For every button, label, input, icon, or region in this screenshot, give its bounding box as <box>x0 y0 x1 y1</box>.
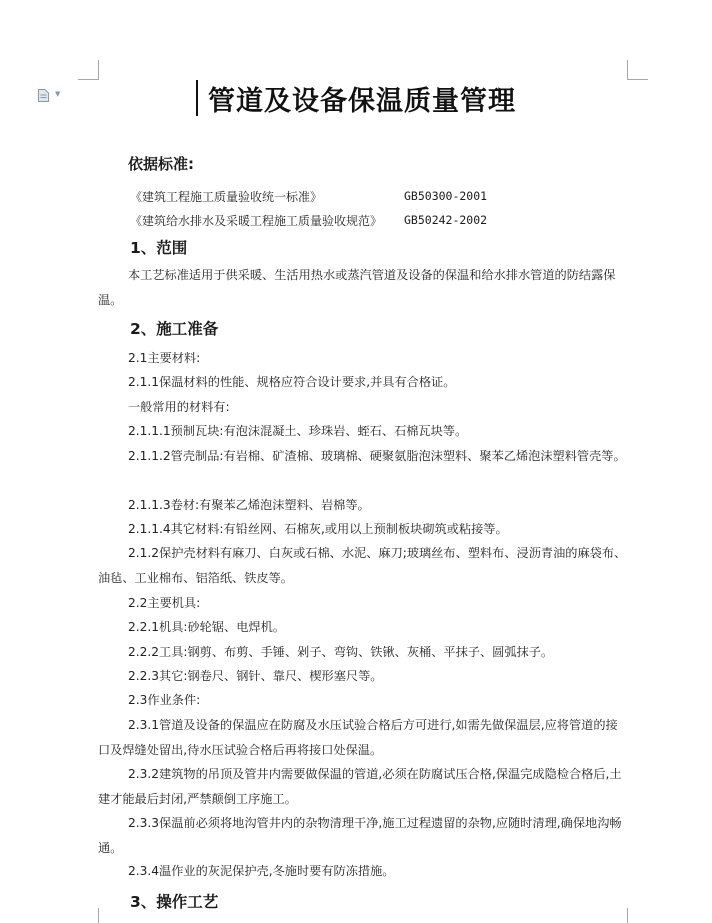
chevron-down-icon[interactable]: ▼ <box>55 90 61 98</box>
section-heading-process: 3、操作工艺 <box>130 893 219 911</box>
paragraph: 2.2.2工具:钢剪、布剪、手锤、剁子、弯钩、铁锹、灰桶、平抹子、圆弧抹子。 <box>128 645 554 659</box>
paragraph: 一般常用的材料有: <box>128 400 230 414</box>
text-cursor <box>196 80 198 116</box>
section-heading-scope: 1、范围 <box>130 239 188 257</box>
paragraph: 2.1.1.2管壳制品:有岩棉、矿渣棉、玻璃棉、硬聚氨脂泡沫塑料、聚苯乙烯泡沫塑料管壳等。 <box>128 449 626 463</box>
crop-mark-bottom-left-v <box>98 908 99 923</box>
standard-name: 《建筑给水排水及采暖工程施工质量验收规范》 <box>130 214 383 228</box>
crop-mark-bottom-right-v <box>627 908 628 923</box>
page-title: 管道及设备保温质量管理 <box>208 85 516 117</box>
paragraph: 2.1.1.1预制瓦块:有泡沫混凝土、珍珠岩、蛭石、石棉瓦块等。 <box>128 424 468 438</box>
paragraph: 2.1.1.4其它材料:有铅丝网、石棉灰,或用以上预制板块砌筑或粘接等。 <box>128 522 508 536</box>
document-icon[interactable] <box>38 89 49 102</box>
standard-code: GB50242-2002 <box>404 213 488 227</box>
paragraph: 2.3.3保温前必须将地沟管井内的杂物清理干净,施工过程遗留的杂物,应随时清理,确保地沟畅通。 <box>98 816 622 855</box>
paragraph: 2.3.4温作业的灰泥保护壳,冬施时要有防冻措施。 <box>128 864 395 878</box>
paragraph: 2.3.2建筑物的吊顶及管井内需要做保温的管道,必须在防腐试压合格,保温完成隐检合格后,土建才能最后封闭,严禁颠倒工序施工。 <box>98 767 622 806</box>
title-block <box>196 76 516 120</box>
paragraph: 2.1.2保护壳材料有麻刀、白灰或石棉、水泥、麻刀;玻璃丝布、塑料布、浸沥青油的麻袋布、油毡、工业棉布、铝箔纸、铁皮等。 <box>98 546 627 585</box>
crop-mark-top-left-h <box>78 79 99 80</box>
paragraph: 2.2主要机具: <box>128 596 201 610</box>
standard-code: GB50300-2001 <box>404 189 488 203</box>
crop-mark-top-left-v <box>98 60 99 80</box>
paragraph-scope: 本工艺标准适用于供采暖、生活用热水或蒸汽管道及设备的保温和给水排水管道的防结露保温。 <box>98 268 616 307</box>
paragraph: 2.1主要材料: <box>128 351 201 365</box>
paragraph: 2.1.1.3卷材:有聚苯乙烯泡沫塑料、岩棉等。 <box>128 498 370 512</box>
paragraph: 2.2.1机具:砂轮锯、电焊机。 <box>128 620 285 634</box>
paragraph: 2.3.1管道及设备的保温应在防腐及水压试验合格后方可进行,如需先做保温层,应将管道的接口及焊缝处留出,待水压试验合格后再将接口处保温。 <box>98 718 618 757</box>
crop-mark-top-right-h <box>627 79 648 80</box>
crop-mark-top-right-v <box>627 60 628 80</box>
paragraph: 2.2.3其它:钢卷尺、钢针、靠尺、楔形塞尺等。 <box>128 669 383 683</box>
basis-heading: 依据标准: <box>128 155 194 173</box>
section-heading-preparation: 2、施工准备 <box>130 320 219 338</box>
paragraph: 2.3作业条件: <box>128 693 201 707</box>
standard-item <box>130 212 382 229</box>
standard-item <box>130 188 322 205</box>
paragraph: 2.1.1保温材料的性能、规格应符合设计要求,并具有合格证。 <box>128 375 456 389</box>
standard-name: 《建筑工程施工质量验收统一标准》 <box>130 190 323 204</box>
